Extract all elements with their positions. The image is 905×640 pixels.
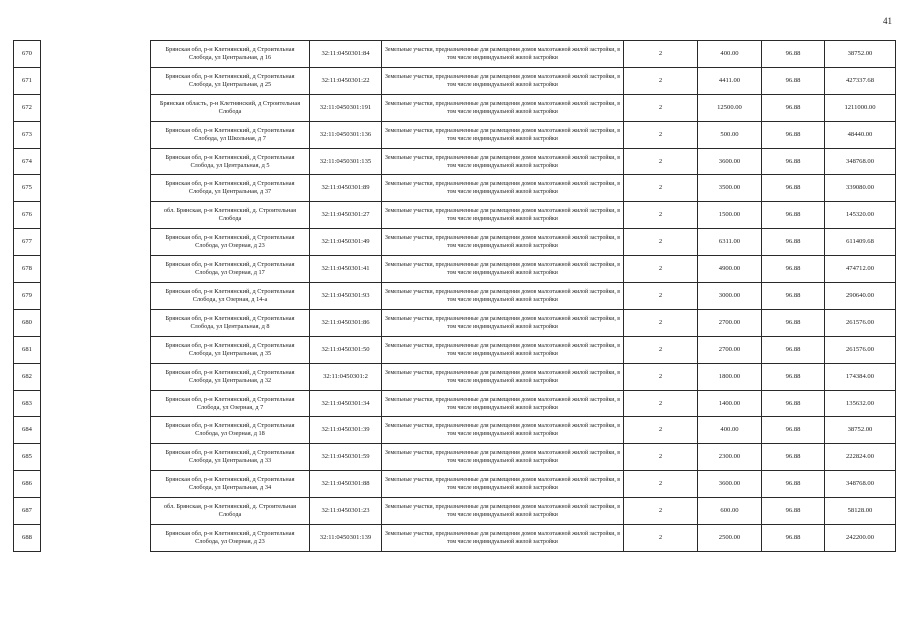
spacer-cell bbox=[41, 256, 151, 283]
group-number-cell: 2 bbox=[624, 283, 698, 310]
row-number: 678 bbox=[14, 256, 41, 283]
specific-value-cell: 96.88 bbox=[762, 309, 825, 336]
spacer-cell bbox=[41, 336, 151, 363]
area-cell: 400.00 bbox=[698, 417, 762, 444]
group-number-cell: 2 bbox=[624, 336, 698, 363]
group-number-cell: 2 bbox=[624, 525, 698, 552]
area-cell: 2700.00 bbox=[698, 309, 762, 336]
cadastral-number-cell: 32:11:0450301:136 bbox=[310, 121, 382, 148]
land-use-purpose-cell: Земельные участки, предназначенные для размещения домов малоэтажной жилой застройки, в том числе индивидуальной жилой застройки bbox=[382, 283, 624, 310]
row-number: 686 bbox=[14, 471, 41, 498]
row-number: 672 bbox=[14, 94, 41, 121]
spacer-cell bbox=[41, 67, 151, 94]
row-number: 679 bbox=[14, 283, 41, 310]
table-row bbox=[14, 498, 896, 525]
land-use-purpose-cell: Земельные участки, предназначенные для размещения домов малоэтажной жилой застройки, в том числе индивидуальной жилой застройки bbox=[382, 229, 624, 256]
specific-value-cell: 96.88 bbox=[762, 41, 825, 68]
group-number-cell: 2 bbox=[624, 444, 698, 471]
spacer-cell bbox=[41, 498, 151, 525]
land-use-purpose-cell: Земельные участки, предназначенные для размещения домов малоэтажной жилой застройки, в том числе индивидуальной жилой застройки bbox=[382, 67, 624, 94]
area-cell: 3600.00 bbox=[698, 148, 762, 175]
address-cell: Брянская обл, р-н Клетнянский, д Строительная Слобода, ул Центральная, д 5 bbox=[151, 148, 310, 175]
cadastral-value-cell: 48440.00 bbox=[825, 121, 896, 148]
group-number-cell: 2 bbox=[624, 498, 698, 525]
cadastral-value-cell: 174384.00 bbox=[825, 363, 896, 390]
group-number-cell: 2 bbox=[624, 202, 698, 229]
row-number: 687 bbox=[14, 498, 41, 525]
cadastral-number-cell: 32:11:0450301:23 bbox=[310, 498, 382, 525]
specific-value-cell: 96.88 bbox=[762, 67, 825, 94]
specific-value-cell: 96.88 bbox=[762, 175, 825, 202]
cadastral-number-cell: 32:11:0450301:49 bbox=[310, 229, 382, 256]
cadastral-number-cell: 32:11:0450301:2 bbox=[310, 363, 382, 390]
cadastral-value-cell: 290640.00 bbox=[825, 283, 896, 310]
row-number: 671 bbox=[14, 67, 41, 94]
land-use-purpose-cell: Земельные участки, предназначенные для размещения домов малоэтажной жилой застройки, в том числе индивидуальной жилой застройки bbox=[382, 256, 624, 283]
specific-value-cell: 96.88 bbox=[762, 121, 825, 148]
cadastral-number-cell: 32:11:0450301:191 bbox=[310, 94, 382, 121]
land-use-purpose-cell: Земельные участки, предназначенные для размещения домов малоэтажной жилой застройки, в том числе индивидуальной жилой застройки bbox=[382, 202, 624, 229]
area-cell: 400.00 bbox=[698, 41, 762, 68]
spacer-cell bbox=[41, 229, 151, 256]
cadastral-value-cell: 222824.00 bbox=[825, 444, 896, 471]
address-cell: Брянская обл, р-н Клетнянский, д Строительная Слобода, ул Школьная, д 7 bbox=[151, 121, 310, 148]
table-row bbox=[14, 471, 896, 498]
land-use-purpose-cell: Земельные участки, предназначенные для размещения домов малоэтажной жилой застройки, в том числе индивидуальной жилой застройки bbox=[382, 471, 624, 498]
cadastral-value-cell: 261576.00 bbox=[825, 336, 896, 363]
row-number: 682 bbox=[14, 363, 41, 390]
row-number: 684 bbox=[14, 417, 41, 444]
cadastral-number-cell: 32:11:0450301:89 bbox=[310, 175, 382, 202]
table-row bbox=[14, 202, 896, 229]
specific-value-cell: 96.88 bbox=[762, 471, 825, 498]
cadastral-value-cell: 1211000.00 bbox=[825, 94, 896, 121]
address-cell: Брянская обл, р-н Клетнянский, д Строительная Слобода, ул Озерная, д 23 bbox=[151, 229, 310, 256]
specific-value-cell: 96.88 bbox=[762, 94, 825, 121]
specific-value-cell: 96.88 bbox=[762, 283, 825, 310]
group-number-cell: 2 bbox=[624, 148, 698, 175]
specific-value-cell: 96.88 bbox=[762, 417, 825, 444]
specific-value-cell: 96.88 bbox=[762, 202, 825, 229]
address-cell: Брянская обл, р-н Клетнянский, д Строительная Слобода, ул Центральная, д 35 bbox=[151, 336, 310, 363]
cadastral-value-cell: 339080.00 bbox=[825, 175, 896, 202]
table-row bbox=[14, 444, 896, 471]
cadastral-number-cell: 32:11:0450301:34 bbox=[310, 390, 382, 417]
spacer-cell bbox=[41, 363, 151, 390]
cadastral-number-cell: 32:11:0450301:86 bbox=[310, 309, 382, 336]
spacer-cell bbox=[41, 444, 151, 471]
area-cell: 12500.00 bbox=[698, 94, 762, 121]
cadastral-value-cell: 145320.00 bbox=[825, 202, 896, 229]
cadastral-value-cell: 348768.00 bbox=[825, 471, 896, 498]
group-number-cell: 2 bbox=[624, 390, 698, 417]
spacer-cell bbox=[41, 41, 151, 68]
specific-value-cell: 96.88 bbox=[762, 363, 825, 390]
cadastral-number-cell: 32:11:0450301:50 bbox=[310, 336, 382, 363]
address-cell: Брянская обл, р-н Клетнянский, д Строительная Слобода, ул Озерная, д 14-а bbox=[151, 283, 310, 310]
address-cell: Брянская обл, р-н Клетнянский, д Строительная Слобода, ул Центральная, д 33 bbox=[151, 444, 310, 471]
table-row bbox=[14, 94, 896, 121]
land-use-purpose-cell: Земельные участки, предназначенные для размещения домов малоэтажной жилой застройки, в том числе индивидуальной жилой застройки bbox=[382, 525, 624, 552]
land-use-purpose-cell: Земельные участки, предназначенные для размещения домов малоэтажной жилой застройки, в том числе индивидуальной жилой застройки bbox=[382, 498, 624, 525]
land-use-purpose-cell: Земельные участки, предназначенные для размещения домов малоэтажной жилой застройки, в том числе индивидуальной жилой застройки bbox=[382, 94, 624, 121]
group-number-cell: 2 bbox=[624, 67, 698, 94]
land-use-purpose-cell: Земельные участки, предназначенные для размещения домов малоэтажной жилой застройки, в том числе индивидуальной жилой застройки bbox=[382, 41, 624, 68]
land-use-purpose-cell: Земельные участки, предназначенные для размещения домов малоэтажной жилой застройки, в том числе индивидуальной жилой застройки bbox=[382, 121, 624, 148]
table-row bbox=[14, 148, 896, 175]
spacer-cell bbox=[41, 94, 151, 121]
table-row bbox=[14, 283, 896, 310]
area-cell: 4900.00 bbox=[698, 256, 762, 283]
cadastral-number-cell: 32:11:0450301:88 bbox=[310, 471, 382, 498]
land-use-purpose-cell: Земельные участки, предназначенные для размещения домов малоэтажной жилой застройки, в том числе индивидуальной жилой застройки bbox=[382, 148, 624, 175]
spacer-cell bbox=[41, 283, 151, 310]
table-row bbox=[14, 417, 896, 444]
specific-value-cell: 96.88 bbox=[762, 390, 825, 417]
address-cell: Брянская обл, р-н Клетнянский, д Строительная Слобода, ул Озерная, д 23 bbox=[151, 525, 310, 552]
area-cell: 1400.00 bbox=[698, 390, 762, 417]
land-use-purpose-cell: Земельные участки, предназначенные для размещения домов малоэтажной жилой застройки, в том числе индивидуальной жилой застройки bbox=[382, 336, 624, 363]
row-number: 685 bbox=[14, 444, 41, 471]
specific-value-cell: 96.88 bbox=[762, 498, 825, 525]
group-number-cell: 2 bbox=[624, 417, 698, 444]
row-number: 675 bbox=[14, 175, 41, 202]
cadastral-number-cell: 32:11:0450301:59 bbox=[310, 444, 382, 471]
area-cell: 4411.00 bbox=[698, 67, 762, 94]
land-use-purpose-cell: Земельные участки, предназначенные для размещения домов малоэтажной жилой застройки, в том числе индивидуальной жилой застройки bbox=[382, 444, 624, 471]
cadastral-number-cell: 32:11:0450301:84 bbox=[310, 41, 382, 68]
row-number: 688 bbox=[14, 525, 41, 552]
address-cell: Брянская обл, р-н Клетнянский, д Строительная Слобода, ул Озерная, д 18 bbox=[151, 417, 310, 444]
group-number-cell: 2 bbox=[624, 363, 698, 390]
table-row bbox=[14, 309, 896, 336]
row-number: 673 bbox=[14, 121, 41, 148]
address-cell: Брянская обл, р-н Клетнянский, д Строительная Слобода, ул Центральная, д 34 bbox=[151, 471, 310, 498]
cadastral-value-cell: 135632.00 bbox=[825, 390, 896, 417]
group-number-cell: 2 bbox=[624, 94, 698, 121]
spacer-cell bbox=[41, 121, 151, 148]
specific-value-cell: 96.88 bbox=[762, 336, 825, 363]
table-row bbox=[14, 390, 896, 417]
area-cell: 1800.00 bbox=[698, 363, 762, 390]
spacer-cell bbox=[41, 202, 151, 229]
row-number: 676 bbox=[14, 202, 41, 229]
table-body bbox=[14, 41, 896, 552]
cadastral-value-cell: 611409.68 bbox=[825, 229, 896, 256]
area-cell: 600.00 bbox=[698, 498, 762, 525]
area-cell: 6311.00 bbox=[698, 229, 762, 256]
address-cell: Брянская обл, р-н Клетнянский, д Строительная Слобода, ул Озерная, д 7 bbox=[151, 390, 310, 417]
area-cell: 2500.00 bbox=[698, 525, 762, 552]
spacer-cell bbox=[41, 525, 151, 552]
row-number: 670 bbox=[14, 41, 41, 68]
cadastral-number-cell: 32:11:0450301:22 bbox=[310, 67, 382, 94]
group-number-cell: 2 bbox=[624, 309, 698, 336]
address-cell: Брянская обл, р-н Клетнянский, д Строительная Слобода, ул Центральная, д 16 bbox=[151, 41, 310, 68]
row-number: 677 bbox=[14, 229, 41, 256]
land-use-purpose-cell: Земельные участки, предназначенные для размещения домов малоэтажной жилой застройки, в том числе индивидуальной жилой застройки bbox=[382, 390, 624, 417]
group-number-cell: 2 bbox=[624, 121, 698, 148]
row-number: 674 bbox=[14, 148, 41, 175]
land-use-purpose-cell: Земельные участки, предназначенные для размещения домов малоэтажной жилой застройки, в том числе индивидуальной жилой застройки bbox=[382, 417, 624, 444]
cadastral-number-cell: 32:11:0450301:27 bbox=[310, 202, 382, 229]
group-number-cell: 2 bbox=[624, 256, 698, 283]
row-number: 681 bbox=[14, 336, 41, 363]
table-row bbox=[14, 175, 896, 202]
group-number-cell: 2 bbox=[624, 41, 698, 68]
cadastral-number-cell: 32:11:0450301:135 bbox=[310, 148, 382, 175]
cadastral-value-table bbox=[13, 40, 896, 552]
spacer-cell bbox=[41, 309, 151, 336]
cadastral-value-cell: 242200.00 bbox=[825, 525, 896, 552]
spacer-cell bbox=[41, 471, 151, 498]
specific-value-cell: 96.88 bbox=[762, 148, 825, 175]
area-cell: 500.00 bbox=[698, 121, 762, 148]
page-number: 41 bbox=[883, 16, 892, 26]
spacer-cell bbox=[41, 148, 151, 175]
address-cell: Брянская область, р-н Клетнянский, д Строительная Слобода bbox=[151, 94, 310, 121]
group-number-cell: 2 bbox=[624, 471, 698, 498]
table-row bbox=[14, 256, 896, 283]
address-cell: Брянская обл, р-н Клетнянский, д Строительная Слобода, ул Озерная, д 17 bbox=[151, 256, 310, 283]
cadastral-value-cell: 427337.68 bbox=[825, 67, 896, 94]
specific-value-cell: 96.88 bbox=[762, 229, 825, 256]
group-number-cell: 2 bbox=[624, 229, 698, 256]
cadastral-value-cell: 58128.00 bbox=[825, 498, 896, 525]
cadastral-number-cell: 32:11:0450301:139 bbox=[310, 525, 382, 552]
group-number-cell: 2 bbox=[624, 175, 698, 202]
table-row bbox=[14, 121, 896, 148]
land-use-purpose-cell: Земельные участки, предназначенные для размещения домов малоэтажной жилой застройки, в том числе индивидуальной жилой застройки bbox=[382, 363, 624, 390]
area-cell: 2300.00 bbox=[698, 444, 762, 471]
table-row bbox=[14, 363, 896, 390]
spacer-cell bbox=[41, 390, 151, 417]
area-cell: 3000.00 bbox=[698, 283, 762, 310]
land-use-purpose-cell: Земельные участки, предназначенные для размещения домов малоэтажной жилой застройки, в том числе индивидуальной жилой застройки bbox=[382, 309, 624, 336]
address-cell: Брянская обл, р-н Клетнянский, д Строительная Слобода, ул Центральная, д 8 bbox=[151, 309, 310, 336]
area-cell: 1500.00 bbox=[698, 202, 762, 229]
spacer-cell bbox=[41, 417, 151, 444]
row-number: 680 bbox=[14, 309, 41, 336]
cadastral-number-cell: 32:11:0450301:39 bbox=[310, 417, 382, 444]
cadastral-value-cell: 38752.00 bbox=[825, 41, 896, 68]
cadastral-number-cell: 32:11:0450301:41 bbox=[310, 256, 382, 283]
spacer-cell bbox=[41, 175, 151, 202]
cadastral-value-cell: 348768.00 bbox=[825, 148, 896, 175]
address-cell: обл. Брянская, р-н Клетнянский, д. Строительная Слобода bbox=[151, 202, 310, 229]
address-cell: Брянская обл, р-н Клетнянский, д Строительная Слобода, ул Центральная, д 32 bbox=[151, 363, 310, 390]
table-row bbox=[14, 67, 896, 94]
land-use-purpose-cell: Земельные участки, предназначенные для размещения домов малоэтажной жилой застройки, в том числе индивидуальной жилой застройки bbox=[382, 175, 624, 202]
specific-value-cell: 96.88 bbox=[762, 444, 825, 471]
cadastral-value-cell: 474712.00 bbox=[825, 256, 896, 283]
row-number: 683 bbox=[14, 390, 41, 417]
table-row bbox=[14, 525, 896, 552]
address-cell: обл. Брянская, р-н Клетнянский, д. Строительная Слобода bbox=[151, 498, 310, 525]
area-cell: 3500.00 bbox=[698, 175, 762, 202]
specific-value-cell: 96.88 bbox=[762, 525, 825, 552]
specific-value-cell: 96.88 bbox=[762, 256, 825, 283]
area-cell: 2700.00 bbox=[698, 336, 762, 363]
address-cell: Брянская обл, р-н Клетнянский, д Строительная Слобода, ул Центральная, д 37 bbox=[151, 175, 310, 202]
area-cell: 3600.00 bbox=[698, 471, 762, 498]
cadastral-value-cell: 261576.00 bbox=[825, 309, 896, 336]
table-row bbox=[14, 336, 896, 363]
table-row bbox=[14, 41, 896, 68]
cadastral-number-cell: 32:11:0450301:93 bbox=[310, 283, 382, 310]
cadastral-value-cell: 38752.00 bbox=[825, 417, 896, 444]
address-cell: Брянская обл, р-н Клетнянский, д Строительная Слобода, ул Центральная, д 25 bbox=[151, 67, 310, 94]
table-row bbox=[14, 229, 896, 256]
